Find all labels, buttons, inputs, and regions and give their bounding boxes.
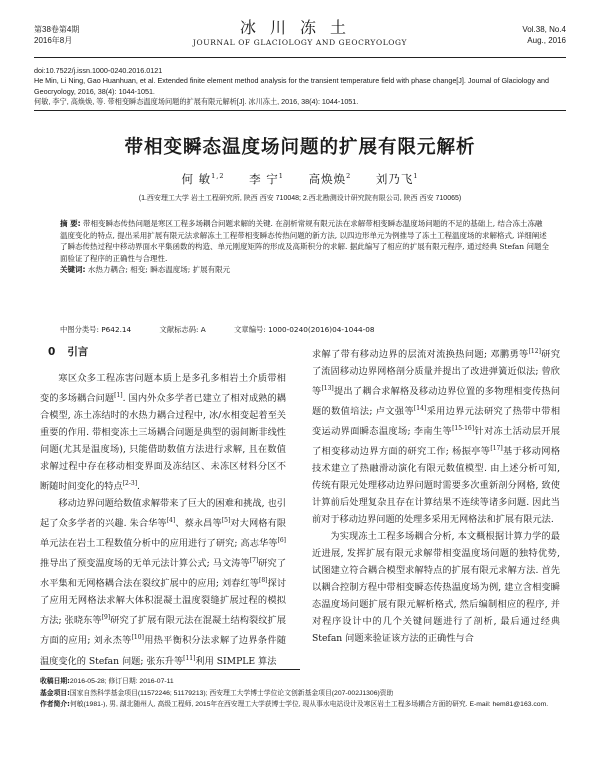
paragraph: 寒区众多工程冻害问题本质上是多孔多相岩土介质带相变的多场耦合问题[1]. 国内外众多学者已建立了相对成熟的耦合模型, 冻土冻结时的水热力耦合过程中, 冰/水相变起着至关重要的作用. 带相变冻土三场耦合问题是典型的弱间断非线性问题(尤其是温度场), 只能借助数值方法进行求解, 且在数值求解过程中存在移动相变界面及冻结区、未冻区材料分区不断随时间变化的特点[2-3].: [40, 373, 286, 493]
header-right: [522, 24, 566, 46]
citation-block: [34, 66, 570, 108]
paragraph: 求解了带有移动边界的层流对流换热问题; 邓鹏勇等[12]研究了流固移动边界网格剖分质量并提出了改进弹簧近似法; 曾欣等[13]提出了耦合求解格及移动边界位置的多物理相变传热问题的数值培法; 卢文强等[14]采用边界元法研究了热带中带相变运动界面瞬态温度场; 李南生等[15-16]针对冻土活动层开展了相变移动边界方面的研究工作; 杨振亭等[17]基于移动网格技术建立了热融滑动演化有限元数值模型. 由上述分析可知, 传统有限元处理移动边界问题时需要多次重新剖分网格, 致使计算前后处理复杂且存在计算结果不连续等诸多问题. 因此当前对于移动边界问题的处理多采用无网格法和扩展有限元法.: [312, 348, 561, 526]
volume-cn: 第38卷第4期: [34, 25, 80, 34]
header-center: [34, 18, 566, 48]
journal-name-en: JOURNAL OF GLACIOLOGY AND GEOCRYOLOGY: [192, 38, 408, 47]
running-header: [34, 8, 566, 58]
author: 李 宁$^1$: [249, 172, 284, 186]
keywords: [60, 264, 550, 276]
author-list: [0, 171, 600, 187]
paragraph: 为实现冻土工程多场耦合分析, 本文概根据计算力学的最近进展, 发挥扩展有限元求解带相变温度场问题的独特优势, 试图建立符合耦合模型求解特点的扩展有限元求解方法. 首先以耦合控制方程中带相变瞬态传热温度场为例, 建立含相变瞬态温度场问题扩展有限元解析格式, 然后编制相应的程序, 并对程序设计中的几个关键问题进行了剖析, 最后通过经典 Stefan 问题来验证该方法的正确性与合: [312, 531, 560, 645]
citation-rule: [34, 110, 566, 111]
abstract-text: 带相变瞬态传热问题是寒区工程多场耦合问题求解的关键. 在剖析常规有限元法在求解带相变瞬态温度场问题的不足的基础上, 结合冻土冻融温度变化的特点, 提出采用扩展有限元法求解冻土工程带相变瞬态传热问题的新方法, 以四边形单元为例推导了冻土工程温度场的求解格式, 详细阐述了瞬态传热过程中移动界面水平集函数的构造、单元刚度矩阵的形成及高斯积分的求解. 据此编写了相应的扩展有限元程序, 通过经典 Stefan 问题全面验证了程序的正确性与合理性.: [60, 219, 549, 263]
abstract-label: 摘 要:: [60, 219, 81, 228]
received-date: 收稿日期:2016-05-28; 修订日期: 2016-07-11: [40, 677, 174, 685]
author: 何 敏$^{1,2}$: [181, 172, 225, 186]
section-heading: 0 引言: [48, 346, 89, 358]
keywords-label: 关键词:: [60, 265, 86, 274]
citation-cn: 何敏, 李宁, 高焕焕, 等. 带相变瞬态温度场问题的扩展有限元解析[J]. 冰川冻土, 2016, 38(4): 1044-1051.: [34, 97, 359, 107]
journal-name-cn: 冰川冻土: [239, 18, 360, 37]
classification-line: [60, 325, 560, 335]
paragraph: 移动边界问题给数值求解带来了巨大的困难和挑战, 也引起了众多学者的兴趣. 朱合华等[4]、蔡永昌等[5]对大网格有限单元法在岩土工程数值分析中的应用进行了研究; 高志华等[6]推导出了预变温度场的无单元法计算公式; 马文涛等[7]研究了水平集和无网格耦合法在裂纹扩展中的应用; 刘春红等[8]探讨了应用无网格法求解大体积混凝土温度裂缝扩展过程的模拟方法; 张晓东等[9]研究了扩展有限元法在混凝土结构裂纹扩展方面的应用; 刘永杰等[10]用热平衡积分法求解了边界条件随温度变化的 Stefan 问题; 张东升等[11]利用 SIMPLE 算法: [40, 498, 287, 667]
paper-title: 带相变瞬态温度场问题的扩展有限元解析: [124, 137, 476, 158]
footnotes: [40, 676, 560, 711]
volume-en: Vol.38, No.4: [522, 25, 566, 34]
date-cn: 2016年8月: [34, 36, 73, 45]
author: 高焕焕$^2$: [308, 172, 352, 186]
affiliation: (1.西安理工大学 岩土工程研究所, 陕西 西安 710048; 2.西北勘测设计研究院有限公司, 陕西 西安 710065): [138, 195, 462, 202]
clc-number: 中图分类号: P642.14: [60, 325, 132, 334]
citation-en: He Min, Li Ning, Gao Huanhuan, et al. Extended finite element method analysis for the transient temperature field with phase change[J]. Journal of Glaciology and Geocryology, 2016, 38(4): 1044-1051.: [34, 76, 550, 96]
author: 刘乃飞$^1$: [375, 172, 419, 186]
header-rule: [34, 57, 566, 58]
footnote-rule: [40, 669, 300, 670]
doc-code: 文献标志码: A: [159, 325, 206, 334]
fund-info: 基金项目:国家自然科学基金项目(11572246; 51179213); 西安理工大学博士学位论文创新基金项目(207-002J1306)资助: [40, 688, 394, 697]
column-right: [312, 343, 560, 647]
author-bio: 作者简介:何敏(1981-), 男, 湖北随州人, 高级工程师, 2015年在西安理工大学获博士学位, 现从事水电站设计及寒区岩土工程多场耦合方面的研究. E-mail: hem81@163.com.: [40, 700, 549, 708]
keywords-text: 水热力耦合; 相变; 瞬态温度场; 扩展有限元: [87, 265, 231, 274]
doi: doi:10.7522/j.issn.1000-0240.2016.0121: [34, 66, 163, 75]
abstract: [60, 218, 550, 276]
column-left: [40, 344, 286, 670]
article-id: 文章编号: 1000-0240(2016)04-1044-08: [234, 325, 375, 334]
date-en: Aug., 2016: [527, 36, 566, 45]
